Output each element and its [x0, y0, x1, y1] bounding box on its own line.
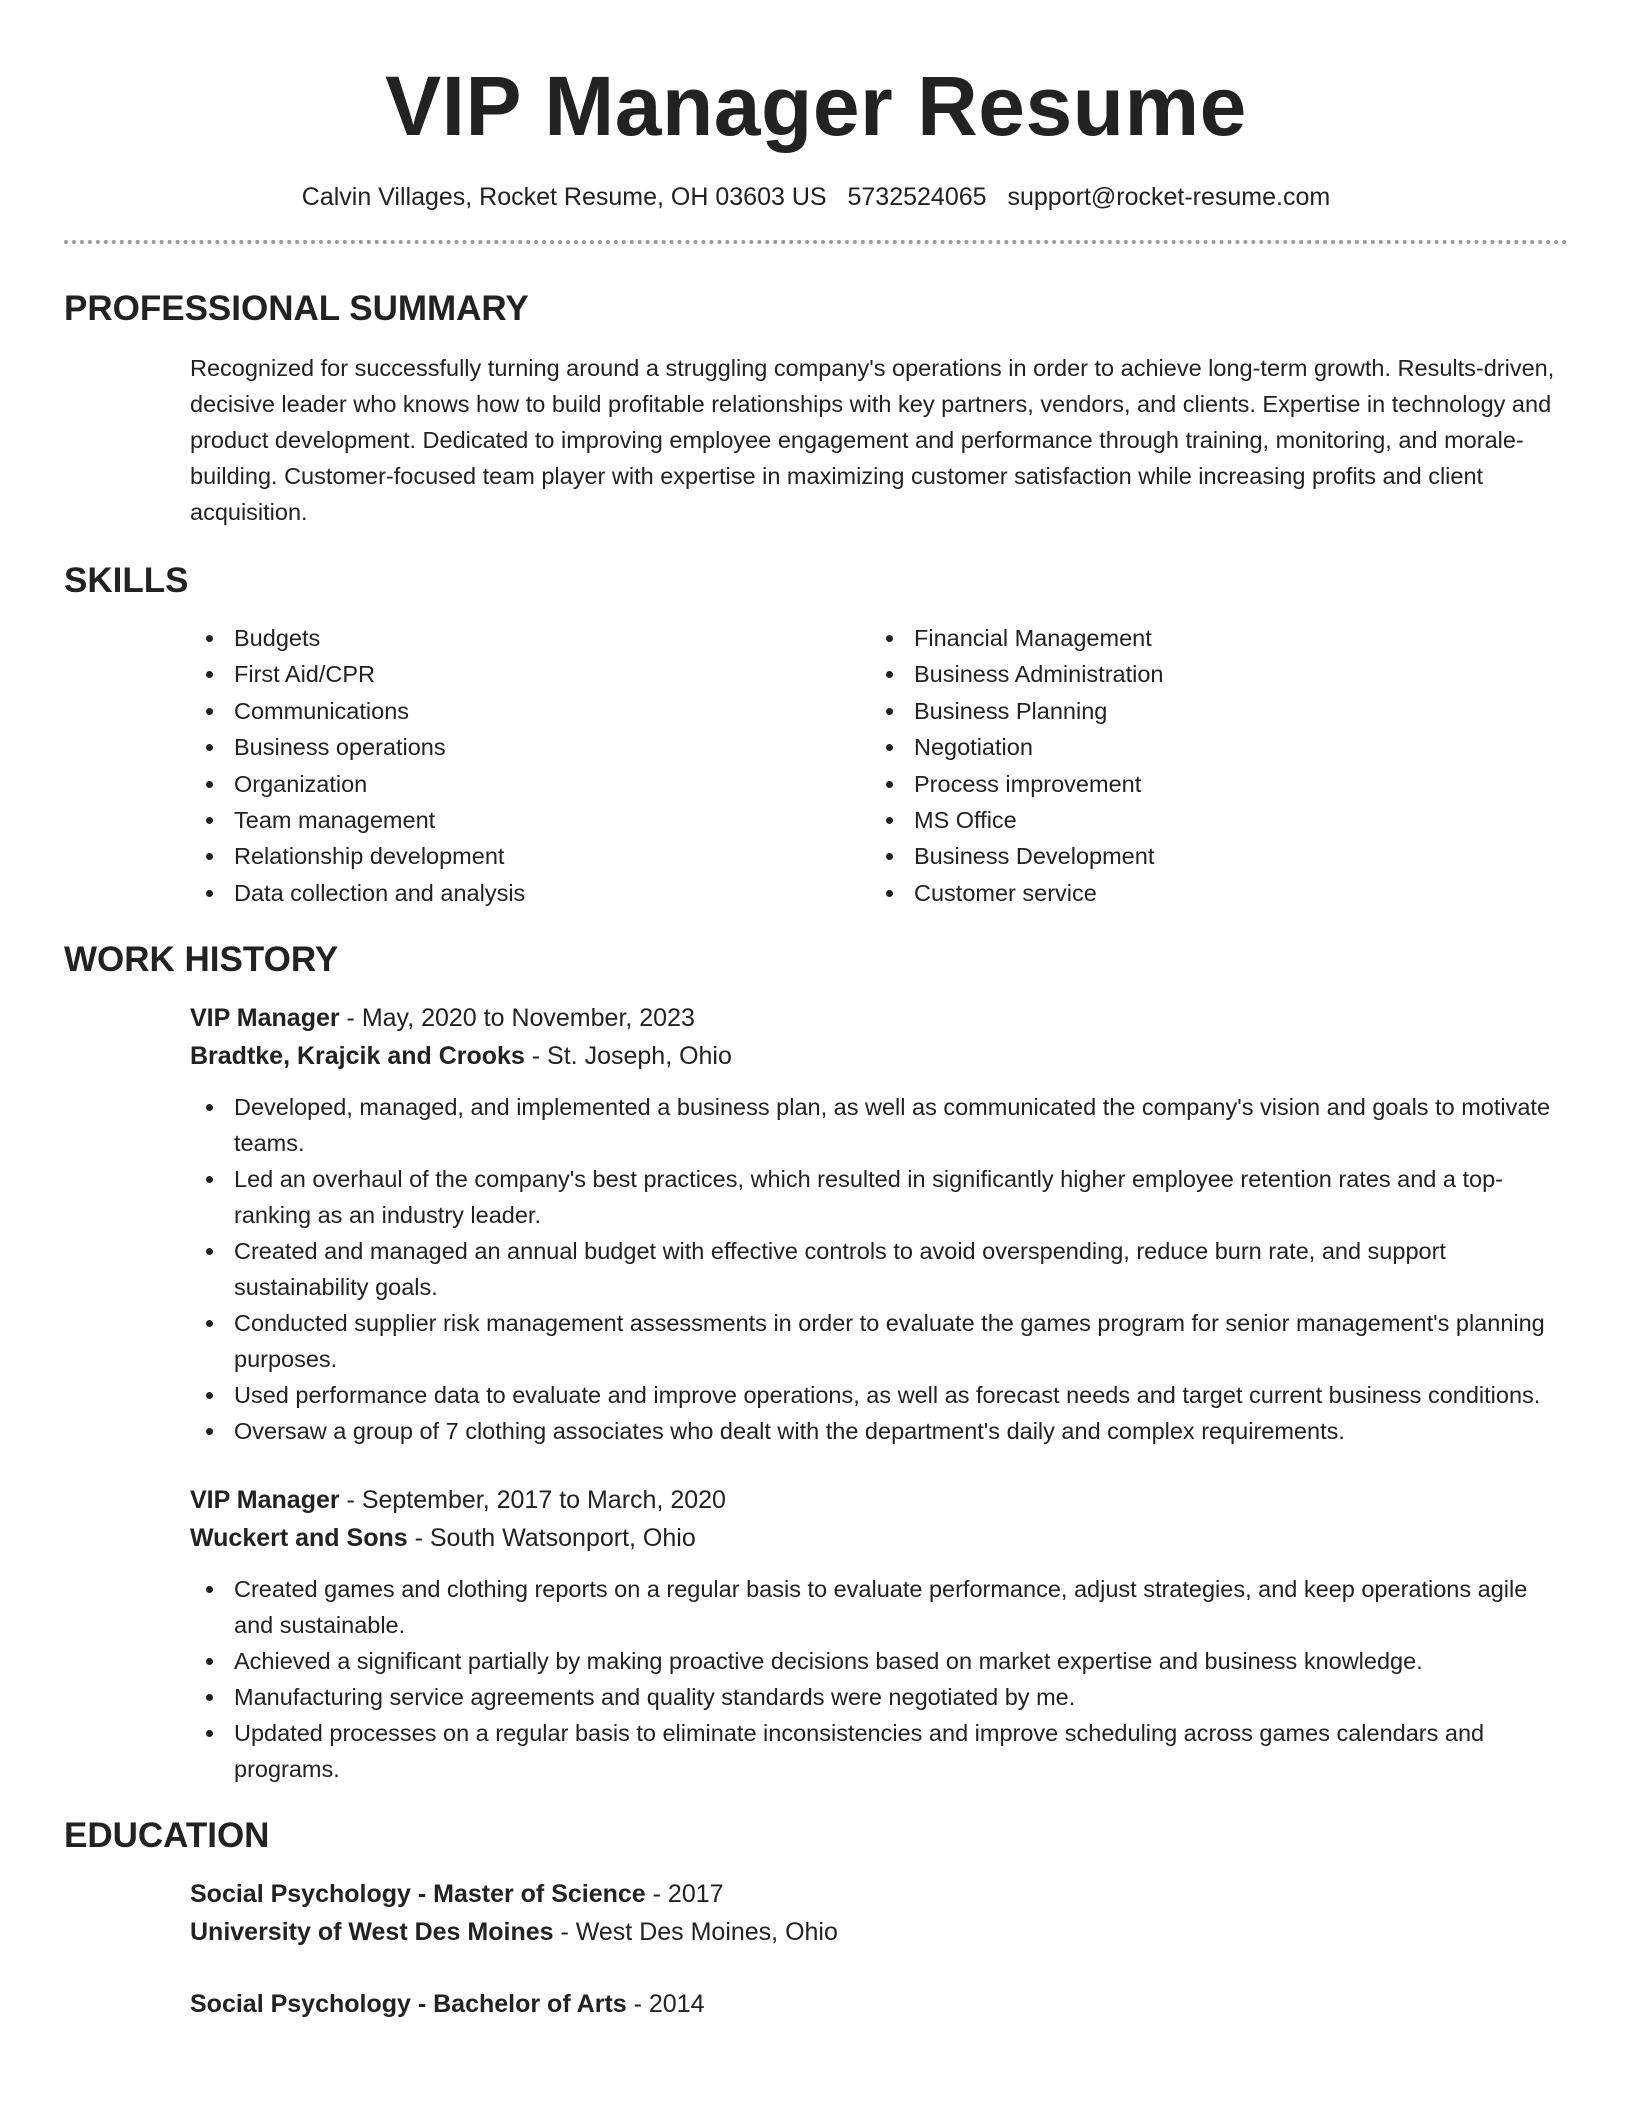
skill-item: Business Planning: [870, 693, 1550, 729]
job-bullet: Developed, managed, and implemented a business plan, as well as communicated the company's vision and goals to motivate teams.: [190, 1089, 1568, 1161]
skill-item: Team management: [190, 802, 870, 838]
job-title-line: [190, 1481, 1568, 1519]
resume-title: VIP Manager Resume: [385, 59, 1247, 153]
job-bullet: Created games and clothing reports on a regular basis to evaluate performance, adjust strategies, and keep operations agile and sustainable.: [190, 1571, 1568, 1643]
job-responsibilities: [190, 1089, 1568, 1449]
skill-item: Communications: [190, 693, 870, 729]
header-divider: [64, 240, 1568, 244]
skill-item: Budgets: [190, 620, 870, 656]
skill-item: Organization: [190, 766, 870, 802]
job-company-line: [190, 1519, 1568, 1557]
job-bullet: Manufacturing service agreements and quality standards were negotiated by me.: [190, 1679, 1568, 1715]
work-heading: WORK HISTORY: [64, 940, 339, 980]
skills-column-left: [190, 620, 870, 911]
education-school: University of West Des Moines: [190, 1918, 554, 1947]
job-title: VIP Manager: [190, 1004, 340, 1033]
education-location: - West Des Moines, Ohio: [553, 1918, 838, 1947]
education-degree: Social Psychology - Master of Science: [190, 1880, 646, 1909]
skills-heading: SKILLS: [64, 561, 189, 600]
job-bullet: Created and managed an annual budget with effective controls to avoid overspending, reduce burn rate, and support sustainability goals.: [190, 1233, 1568, 1305]
job-responsibilities: [190, 1571, 1568, 1787]
job-company: Bradtke, Krajcik and Crooks: [190, 1042, 525, 1071]
job-bullet: Oversaw a group of 7 clothing associates who dealt with the department's daily and complex requirements.: [190, 1413, 1568, 1449]
skill-item: MS Office: [870, 802, 1550, 838]
skill-item: Business operations: [190, 729, 870, 765]
skill-item: Financial Management: [870, 620, 1550, 656]
job-dates: - September, 2017 to March, 2020: [339, 1486, 726, 1515]
job-dates: - May, 2020 to November, 2023: [339, 1004, 695, 1033]
education-degree-line: [190, 1875, 1568, 1913]
contact-address: Calvin Villages, Rocket Resume, OH 03603 US: [301, 183, 827, 211]
job-company: Wuckert and Sons: [190, 1524, 408, 1553]
contact-phone: 5732524065: [847, 183, 987, 211]
job-title-line: [190, 999, 1568, 1037]
job-entry: [64, 999, 1568, 1449]
education-heading: EDUCATION: [64, 1816, 270, 1856]
job-bullet: Led an overhaul of the company's best practices, which resulted in significantly higher employee retention rates and a top-ranking as an industry leader.: [190, 1161, 1568, 1233]
education-entry: [64, 1985, 1568, 2023]
job-location: - St. Joseph, Ohio: [524, 1042, 732, 1071]
skill-item: Relationship development: [190, 838, 870, 874]
skills-list: [64, 620, 1568, 911]
job-location: - South Watsonport, Ohio: [407, 1524, 696, 1553]
skill-item: Process improvement: [870, 766, 1550, 802]
summary-heading: PROFESSIONAL SUMMARY: [64, 289, 529, 328]
job-bullet: Achieved a significant partially by making proactive decisions based on market expertise and business knowledge.: [190, 1643, 1568, 1679]
contact-email[interactable]: support@rocket-resume.com: [1007, 183, 1331, 211]
job-title: VIP Manager: [190, 1486, 340, 1515]
job-entry: [64, 1481, 1568, 1787]
skill-item: Business Development: [870, 838, 1550, 874]
education-year: - 2014: [626, 1990, 705, 2019]
job-company-line: [190, 1037, 1568, 1075]
skill-item: Customer service: [870, 875, 1550, 911]
job-bullet: Used performance data to evaluate and improve operations, as well as forecast needs and target current business conditions.: [190, 1377, 1568, 1413]
summary-text: Recognized for successfully turning around a struggling company's operations in order to achieve long-term growth. Results-driven, decisive leader who knows how to build profitable relationships with key partners, vendors, and clients. Expertise in technology and product development. Dedicated to improving employee engagement and performance through training, monitoring, and morale-building. Customer-focused team player with expertise in maximizing customer satisfaction while increasing profits and client acquisition.: [190, 355, 1555, 525]
contact-line: [64, 182, 1568, 212]
education-degree: Social Psychology - Bachelor of Arts: [190, 1990, 627, 2019]
education-year: - 2017: [645, 1880, 724, 1909]
skill-item: Negotiation: [870, 729, 1550, 765]
education-degree-line: [190, 1985, 1568, 2023]
skill-item: First Aid/CPR: [190, 656, 870, 692]
job-bullet: Updated processes on a regular basis to eliminate inconsistencies and improve scheduling across games calendars and programs.: [190, 1715, 1568, 1787]
skills-column-right: [870, 620, 1550, 911]
education-school-line: [190, 1913, 1568, 1951]
education-entry: [64, 1875, 1568, 1951]
skill-item: Data collection and analysis: [190, 875, 870, 911]
job-bullet: Conducted supplier risk management assessments in order to evaluate the games program for senior management's planning purposes.: [190, 1305, 1568, 1377]
skill-item: Business Administration: [870, 656, 1550, 692]
